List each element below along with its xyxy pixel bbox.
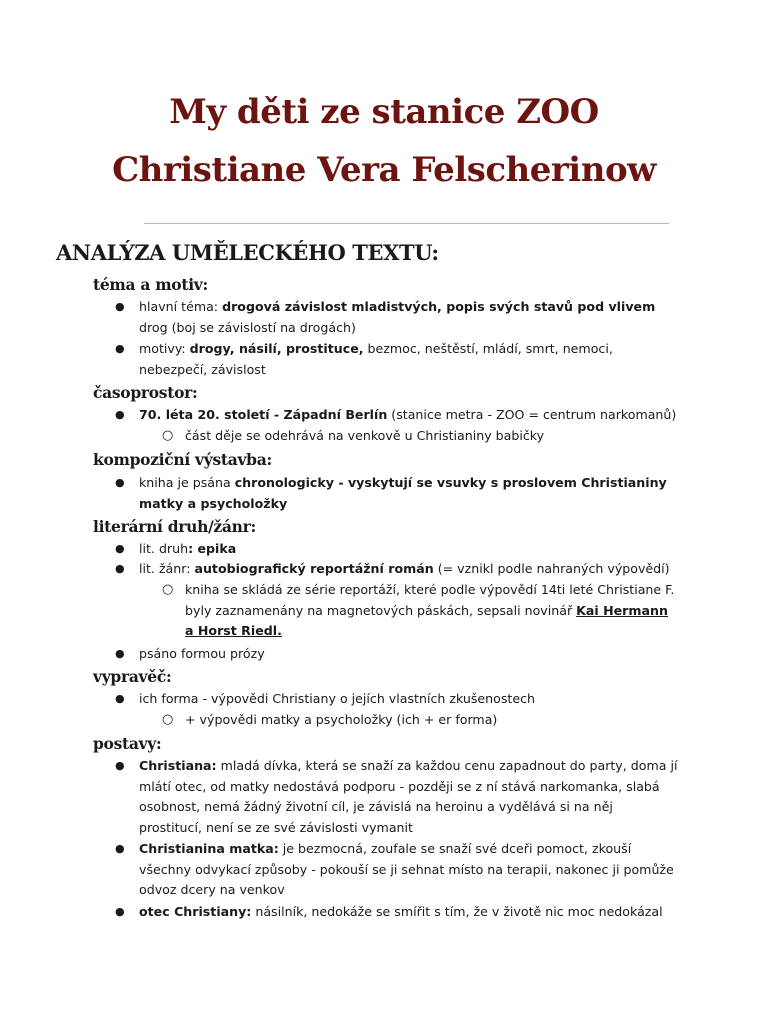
bullet-icon: ● xyxy=(115,300,125,313)
list-item: ● motivy: drogy, násilí, prostituce, bezmoc, neštěstí, mládí, smrt, nemoci, nebezpečí, závislost xyxy=(115,341,613,377)
list-item: ● kniha je psána chronologicky - vyskytují se vsuvky s proslovem Christianiny matky a psycholožky xyxy=(115,475,667,511)
list-item: ● hlavní téma: drogová závislost mladistvých, popis svých stavů pod vlivem drog (boj se závislostí na drogách) xyxy=(115,299,656,335)
heading-tema: téma a motiv: xyxy=(93,275,208,294)
authors-link: Kai Hermann a Horst Riedl. xyxy=(185,602,668,638)
bullet-icon: ● xyxy=(115,759,125,772)
section-heading: ANALÝZA UMĚLECKÉHO TEXTU: xyxy=(56,240,439,265)
title-line-1: My děti ze stanice ZOO xyxy=(169,92,599,132)
list-item: ● psáno formou prózy xyxy=(139,644,679,665)
bullet-icon: ● xyxy=(115,842,125,855)
bullet-icon: ● xyxy=(115,342,125,355)
list-item: ● Christianina matka: je bezmocná, zoufale se snaží své dceři pomoct, zkouší všechny odvykací způsoby - pokouší se ji sehnat místo na terapii, nakonec ji pomůže odvoz dcery na venkov xyxy=(115,841,674,897)
list-item: ● lit. žánr: autobiografický reportážní román (= vznikl podle nahraných výpovědí) xyxy=(139,559,679,580)
heading-druh: literární druh/žánr: xyxy=(93,517,256,536)
bullet-icon: ● xyxy=(115,542,125,555)
bullet-icon: ● xyxy=(115,408,125,421)
title-line-2: Christiane Vera Felscherinow xyxy=(112,150,656,190)
heading-postavy: postavy: xyxy=(93,734,162,753)
list-item: ○ + výpovědi matky a psycholožky (ich + er forma) xyxy=(185,710,679,731)
sub-bullet-icon: ○ xyxy=(162,582,174,597)
list-item: ● otec Christiany: násilník, nedokáže se smířit s tím, že v životě nic moc nedokázal xyxy=(139,902,679,923)
heading-casoprostor: časoprostor: xyxy=(93,383,198,402)
list-item: ● ich forma - výpovědi Christiany o jejích vlastních zkušenostech xyxy=(139,689,679,710)
sub-bullet-icon: ○ xyxy=(162,712,174,727)
bullet-icon: ● xyxy=(115,562,125,575)
list-item: ○ kniha se skládá ze série reportáží, které podle výpovědí 14ti leté Christiane F. byly zaznamenány na magnetových páskách, sepsali novinář Kai Hermann a Horst Riedl. xyxy=(162,582,675,638)
list-item: ● Christiana: mladá dívka, která se snaží za každou cenu zapadnout do party, doma jí mlátí otec, od matky nedostává podporu - později se z ní stává narkomanka, slabá osobnost, nemá žádný životní cíl, je závislá na heroinu a vydělává si na něj prostitucí, není se ze své závislosti vymanit xyxy=(115,758,678,835)
heading-vypravec: vypravěč: xyxy=(93,667,172,686)
list-item: ○ část děje se odehrává na venkově u Christianiny babičky xyxy=(185,426,679,447)
divider xyxy=(144,223,669,224)
bullet-icon: ● xyxy=(115,905,125,918)
sub-bullet-icon: ○ xyxy=(162,428,174,443)
bullet-icon: ● xyxy=(115,692,125,705)
list-item: ● lit. druh: epika xyxy=(139,539,679,560)
bullet-icon: ● xyxy=(115,476,125,489)
bullet-icon: ● xyxy=(115,647,125,660)
heading-kompozice: kompoziční výstavba: xyxy=(93,450,272,469)
list-item: ● 70. léta 20. století - Západní Berlín (stanice metra - ZOO = centrum narkomanů) xyxy=(139,405,679,426)
